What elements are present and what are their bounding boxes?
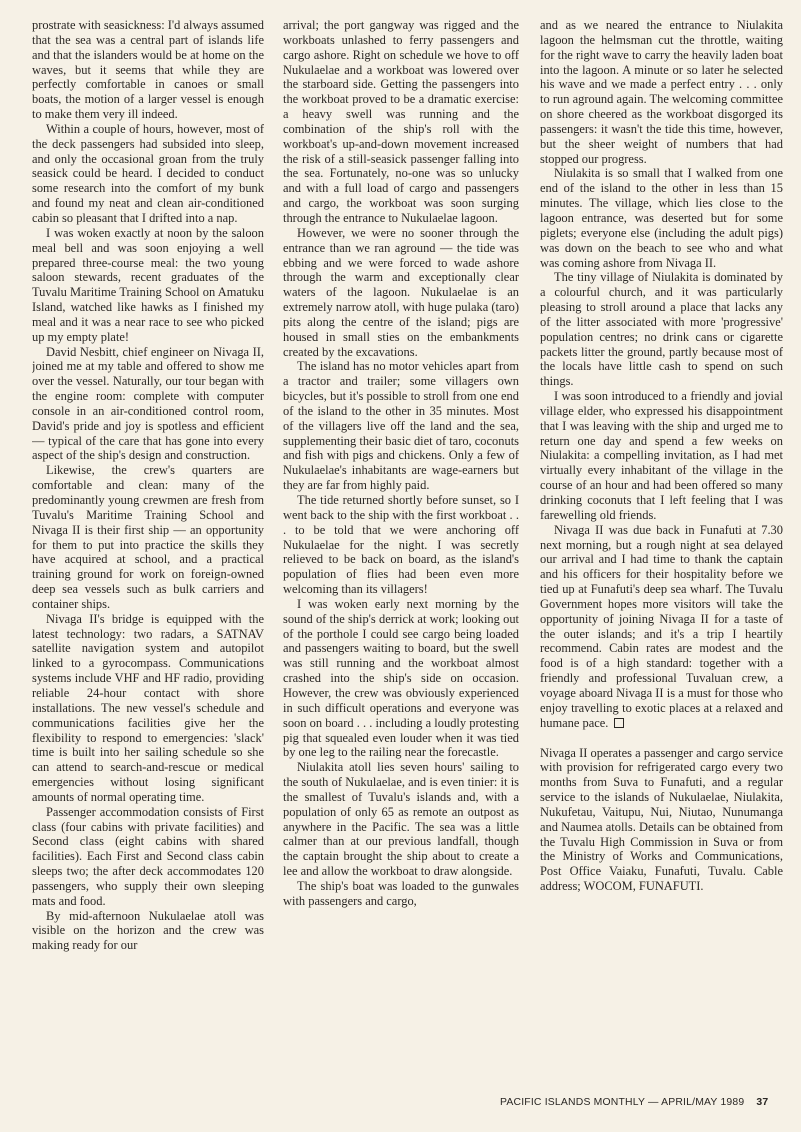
page-footer <box>500 1097 790 1108</box>
paragraph: Likewise, the crew's quarters are comfortable and clean: many of the predominantly young crewmen are fresh from Tuvalu's Maritime Training School and Nivaga II is their first ship — an opportunity for them to put into practice the skills they have acquired at school, and a practical training ground for work on foreign-owned deep sea vessels such as bulk carriers and container ships. <box>32 463 264 611</box>
end-of-article-square-icon <box>614 718 624 728</box>
paragraph: Nivaga II was due back in Funafuti at 7.30 next morning, but a rough night at sea delayed our arrival and I had time to thank the captain and his officers for their hospitality before we tied up at Funafuti's deep sea wharf. The Tuvalu Government hopes more visitors will take the opportunity of joining Nivaga II for a taste of the outer islands; and it's a trip I heartily recommend. Cabin rates are modest and the food is of a high standard: together with a friendly and professional Tuvaluan crew, a voyage aboard Nivaga II is a must for those who enjoy travelling to exotic places at a relaxed and humane pace. <box>540 522 783 730</box>
publication-line: PACIFIC ISLANDS MONTHLY — APRIL/MAY 1989 <box>500 1097 745 1108</box>
paragraph: Nivaga II's bridge is equipped with the latest technology: two radars, a SATNAV satellite navigation system and autopilot linked to a gyrocompass. Communications systems include VHF and HF radio, providing reliable 24-hour contact with shore installations. The new vessel's schedule and communications facilities give her the flexibility to respond to emergencies: 'slack' time is built into her sailing schedule so she can attend to search-and-rescue or medical emergencies without losing significant amounts of normal operating time. <box>32 611 264 804</box>
paragraph: By mid-afternoon Nukulaelae atoll was visible on the horizon and the crew was making ready for our <box>32 908 264 953</box>
paragraph: arrival; the port gangway was rigged and the workboats unlashed to ferry passengers and cargo ashore. Right on schedule we hove to off Nukulaelae and a workboat was lowered over the starboard side. Getting the passengers into the workboat proved to be a dramatic exercise: a heavy swell was running and the combination of the ship's roll with the workboat's up-and-down movement increased the risk of a still-seasick passenger falling into the sea. Fortunately, no-one was so unlucky and with a full load of cargo and passengers and cargo, the workboat was soon surging through the entrance to Nukulaelae lagoon. <box>283 18 519 225</box>
paragraph: and as we neared the entrance to Niulakita lagoon the helmsman cut the throttle, waiting for the right wave to carry the heavily laden boat into the lagoon. A minute or so later he selected his wave and we made a perfect entry . . . only to run aground again. The welcoming committee on shore cheered as the workboat disgorged its passengers: it wasn't the tide this time, however, but the sheer weight of numbers that had stopped our progress. <box>540 18 783 166</box>
paragraph: I was woken exactly at noon by the saloon meal bell and was soon enjoying a well prepared three-course meal: the two young saloon stewards, recent graduates of the Tuvalu Maritime Training School on Amatuku Island, watched like hawks as I finished my meal and it was a near race to see who picked up my empty plate! <box>32 225 264 344</box>
page-number: 37 <box>756 1097 769 1108</box>
paragraph: The ship's boat was loaded to the gunwales with passengers and cargo, <box>283 878 519 908</box>
article-column-3 <box>540 18 783 1088</box>
paragraph: I was soon introduced to a friendly and jovial village elder, who expressed his disappointment that I was leaving with the ship and urged me to return one day and spend a few weeks on Niulakita: a compelling invitation, as I had met virtually every inhabitant of the village in the course of an hour and had been offered so many drinking coconuts that I left feeling that I was farewelling old friends. <box>540 389 783 522</box>
paragraph: However, we were no sooner through the entrance than we ran aground — the tide was ebbing and we were forced to wade ashore through the warm and exceptionally clear waters of the lagoon. Nukulaelae is an extremely narrow atoll, with huge pulaka (taro) pits along the centre of the island; pigs are housed in small sties on the embankments created by the excavations. <box>283 225 519 359</box>
article-column-1 <box>32 18 264 1088</box>
paragraph: The tiny village of Niulakita is dominated by a colourful church, and it was particularly pleasing to stroll around a place that lacks any of the litter associated with more 'progressive' population centres; no drink cans or cigarette packets litter the ground, partly because most of the locals have little cash to spend on such things. <box>540 270 783 389</box>
paragraph: The island has no motor vehicles apart from a tractor and trailer; some villagers own bicycles, but it's possible to stroll from one end of the island to the other in 35 minutes. Most of the villagers live off the land and the sea, supplementing their basic diet of taro, coconuts and fish with pigs and chickens. Only a few of Nukulaelae's inhabitants are wage-earners but they are far from highly paid. <box>283 359 519 493</box>
paragraph: prostrate with seasickness: I'd always assumed that the sea was a central part of islands life and that the islanders would be at home on the waves, but it seems that while they are perfectly comfortable in canoes or small boats, the motion of a larger vessel is enough to make them very ill indeed. <box>32 18 264 122</box>
paragraph: David Nesbitt, chief engineer on Nivaga II, joined me at my table and offered to show me over the vessel. Naturally, our tour began with the engine room: complete with computer console in an air-conditioned control room, David's pride and joy is spotless and efficient — typical of the care that has gone into every aspect of the ship's design and construction. <box>32 344 264 463</box>
info-box: Nivaga II operates a passenger and cargo service with provision for refrigerated cargo every two months from Suva to Funafuti, and a regular service to the islands of Nukulaelae, Niulakita, Nukufetau, Vaitupu, Nui, Niutao, Nunumanga and Naumea atolls. Details can be obtained from the Tuvalu High Commission in Suva or from the Ministry of Works and Communications, Post Office Vaiaku, Funafuti, Tuvalu. Cable address; WOCOM, FUNAFUTI. <box>540 745 783 894</box>
paragraph: Niulakita atoll lies seven hours' sailing to the south of Nukulaelae, and is even tinier: it is the smallest of Tuvalu's islands and, with a population of only 65 as remote an outpost as anywhere in the Pacific. The sea was a little calmer than at our previous landfall, though the captain brought the ship about to create a lee and allow the workboat to draw alongside. <box>283 760 519 879</box>
paragraph: Niulakita is so small that I walked from one end of the island to the other in less than 15 minutes. The village, which lies close to the lagoon entrance, was deserted but for some piglets; everyone else (including the adult pigs) was down on the beach to see who and what was coming ashore from Nivaga II. <box>540 166 783 270</box>
paragraph: Passenger accommodation consists of First class (four cabins with private facilities) and Second class (eight cabins with shared facilities). Each First and Second class cabin sleeps two; the after deck accommodates 120 passengers, who supply their own sleeping mats and food. <box>32 804 264 908</box>
paragraph: Within a couple of hours, however, most of the deck passengers had subsided into sleep, and only the occasional groan from the truly seasick could be heard. I decided to conduct some research into the comfort of my bunk and found my neat and clean air-conditioned cabin so pleasant that I drifted into a nap. <box>32 121 264 225</box>
article-column-2 <box>283 18 519 1088</box>
paragraph-with-end-mark <box>540 523 783 731</box>
paragraph: I was woken early next morning by the sound of the ship's derrick at work; looking out of the porthole I could see cargo being loaded and passengers waiting to board, but the swell was still running and the workboat almost crashed into the ship's side on occasion. However, the crew was obviously experienced in such difficult operations and everyone was soon on board . . . including a loudly protesting pig that squealed even louder when it was tied by one leg to the railing near the forecastle. <box>283 596 519 760</box>
paragraph: The tide returned shortly before sunset, so I went back to the ship with the first workboat . . . to be told that we were anchoring off Nukulaelae for the night. I was secretly relieved to be back on board, as the island's population of flies had been even more welcoming than its villagers! <box>283 493 519 597</box>
